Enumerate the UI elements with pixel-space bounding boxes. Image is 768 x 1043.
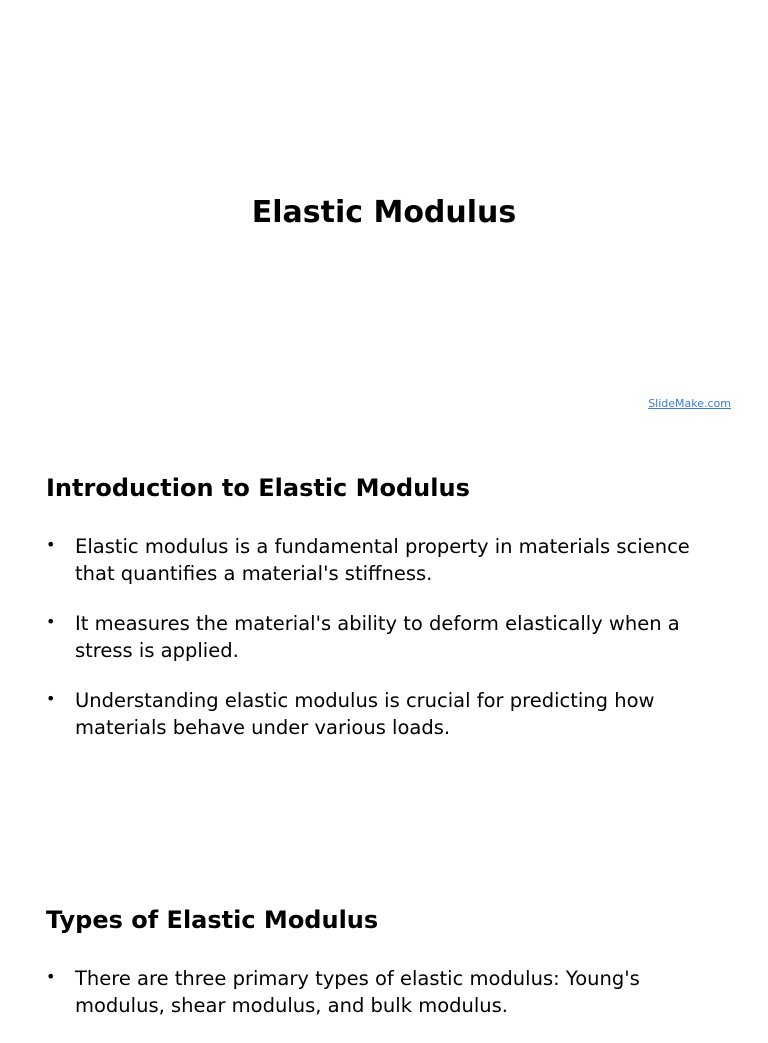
list-item bbox=[46, 611, 726, 664]
bullet-text: Understanding elastic modulus is crucial for predicting how materials behave under various loads. bbox=[75, 689, 655, 739]
bullet-icon: • bbox=[46, 967, 56, 986]
section-heading-introduction: Introduction to Elastic Modulus bbox=[46, 474, 470, 502]
bullet-text: It measures the material's ability to deform elastically when a stress is applied. bbox=[75, 612, 680, 662]
list-item bbox=[46, 534, 726, 587]
bullet-list bbox=[46, 534, 726, 765]
bullet-list bbox=[46, 966, 726, 1043]
title-slide bbox=[0, 0, 768, 432]
bullet-text: There are three primary types of elastic modulus: Young's modulus, shear modulus, and bulk modulus. bbox=[75, 967, 640, 1017]
bullet-icon: • bbox=[46, 612, 56, 631]
bullet-icon: • bbox=[46, 689, 56, 708]
slide-title: Elastic Modulus bbox=[251, 195, 517, 230]
types-slide bbox=[0, 864, 768, 1024]
bullet-text: Elastic modulus is a fundamental property in materials science that quantifies a material's stiffness. bbox=[75, 535, 690, 585]
intro-slide bbox=[0, 432, 768, 864]
list-item bbox=[46, 688, 726, 741]
slidemake-link[interactable]: SlideMake.com bbox=[648, 397, 731, 410]
bullet-icon: • bbox=[46, 535, 56, 554]
list-item bbox=[46, 966, 726, 1019]
section-heading-types: Types of Elastic Modulus bbox=[46, 906, 379, 934]
